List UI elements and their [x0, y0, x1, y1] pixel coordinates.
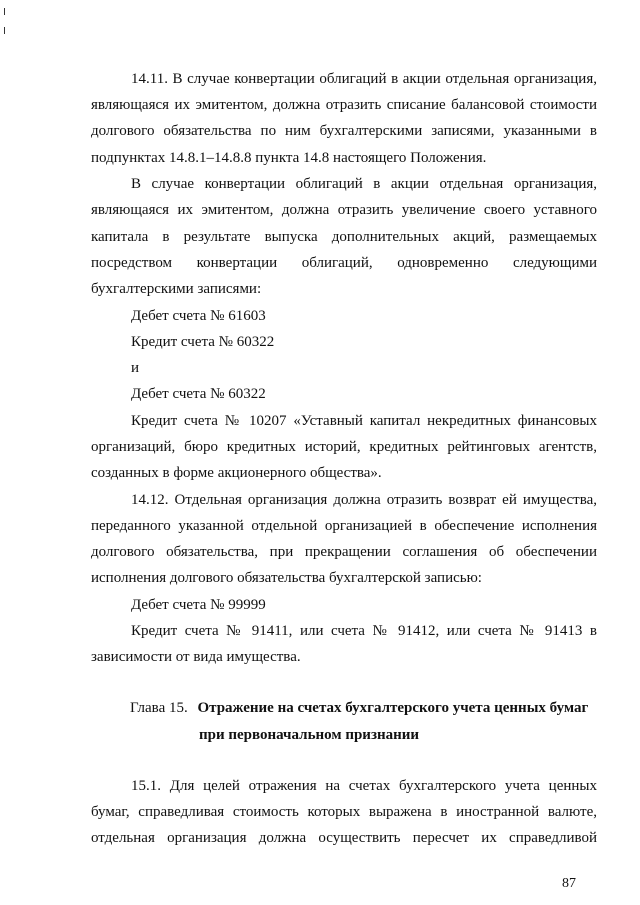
entry-line: и — [131, 360, 140, 376]
paragraph-line: В случае конвертации облигаций в акции отдельная организация, — [131, 176, 597, 192]
paragraph-line: переданного указанной отдельной организацией в обеспечение исполнения — [91, 518, 597, 534]
paragraph-line: отдельная организация должна осуществить пересчет их справедливой — [91, 830, 597, 846]
paragraph-line: бухгалтерскими записями: — [91, 281, 262, 297]
paragraph-line: организаций, бюро кредитных историй, кредитных рейтинговых агентств, — [91, 439, 597, 455]
paragraph-line: 14.12. Отдельная организация должна отразить возврат ей имущества, — [131, 492, 597, 508]
paragraph-line: являющаяся их эмитентом, должна отразить увеличение своего уставного — [91, 202, 597, 218]
paragraph-line: подпунктах 14.8.1–14.8.8 пункта 14.8 настоящего Положения. — [91, 150, 487, 166]
scan-mark — [4, 27, 5, 34]
paragraph-line: капитала в результате выпуска дополнительных акций, размещаемых — [91, 229, 597, 245]
chapter-title: Отражение на счетах бухгалтерского учета ценных бумаг — [197, 700, 589, 716]
paragraph-line: Кредит счета № 10207 «Уставный капитал некредитных финансовых — [131, 413, 597, 429]
chapter-title-continued: при первоначальном признании — [199, 727, 420, 743]
entry-line: Кредит счета № 60322 — [131, 334, 275, 350]
entry-line: Дебет счета № 61603 — [131, 308, 266, 324]
paragraph-line: посредством конвертации облигаций, одновременно следующими — [91, 255, 597, 271]
chapter-label: Глава 15. — [130, 700, 188, 716]
paragraph-line: долгового обязательства, при прекращении соглашения об обеспечении — [91, 544, 597, 560]
paragraph-line: являющаяся их эмитентом, должна отразить списание балансовой стоимости — [91, 97, 597, 113]
paragraph-line: 14.11. В случае конвертации облигаций в акции отдельная организация, — [131, 71, 597, 87]
paragraph-line: долгового обязательства по ним бухгалтерскими записями, указанными в — [91, 123, 597, 139]
scan-mark — [4, 8, 5, 15]
paragraph-line: 15.1. Для целей отражения на счетах бухгалтерского учета ценных — [131, 778, 597, 794]
paragraph-line: созданных в форме акционерного общества». — [91, 465, 382, 481]
paragraph-line: зависимости от вида имущества. — [91, 649, 301, 665]
paragraph-line: бумаг, справедливая стоимость которых выражена в иностранной валюте, — [91, 804, 597, 820]
entry-line: Дебет счета № 60322 — [131, 386, 266, 402]
page-number: 87 — [562, 876, 576, 891]
paragraph-line: исполнения долгового обязательства бухгалтерской записью: — [91, 570, 482, 586]
entry-line: Дебет счета № 99999 — [131, 597, 266, 613]
chapter-heading — [130, 695, 588, 721]
paragraph-line: Кредит счета № 91411, или счета № 91412, или счета № 91413 в — [131, 623, 597, 639]
